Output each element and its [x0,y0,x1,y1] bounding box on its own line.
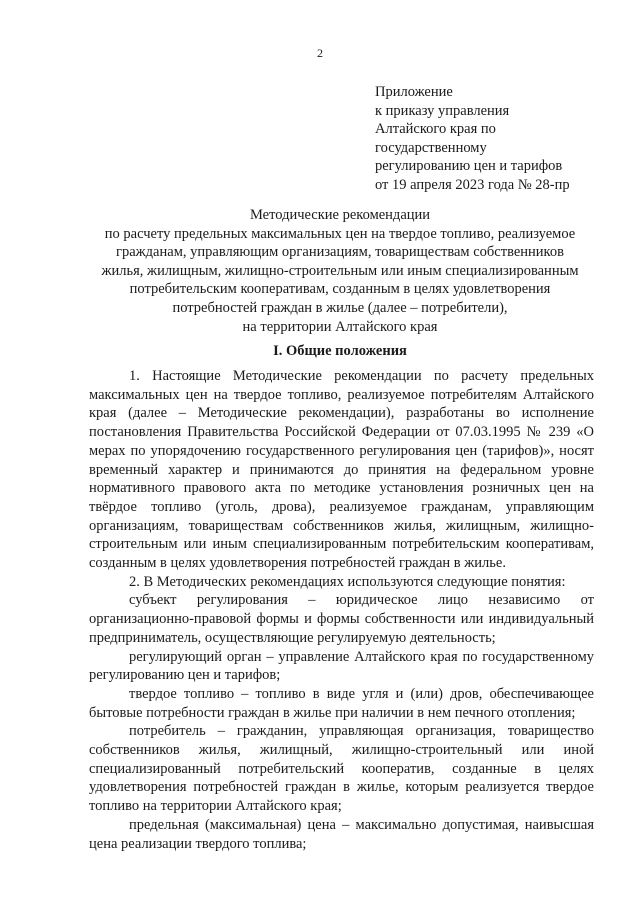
title-line: Методические рекомендации [249,207,431,223]
title-line: на территории Алтайского края [242,318,438,335]
paragraph: 1. Настоящие Методические рекомендации по расчету предельных максимальных цен на твердое топливо, реализуемое потребителям Алтайского края (далее – Методические рекомендации), разработаны во исполнение постановления Правительства Российской Федерации от 07.03.1995 № 239 «О мерах по упорядочению государственного регулирования цен (тарифов)», носят временный характер и принимаются до принятия на федеральном уровне нормативного правового акта по методике установления розничных цен на твёрдое топливо (уголь, дрова), реализуемое гражданам, управляющим организациям, товариществам собственников жилья, жилищным, жилищно-строительным или иным специализированным потребительским кооперативам, созданным в целях удовлетворения потребностей граждан в жилье. [89,368,594,572]
appendix-line: Алтайского края по [375,121,496,138]
title-line: жилья, жилищным, жилищно-строительным или иным специализированным [101,262,579,279]
appendix-line: государственному [375,139,487,156]
appendix-line: к приказу управления [375,102,510,119]
definition-paragraph: потребитель – гражданин, управляющая организация, товарищество собственников жилья, жилищный, жилищно-строительный или иной специализированный потребительский кооператив, созданные в целях удовлетворения потребностей граждан в жилье, которым реализуется твердое топливо на территории Алтайского края; [89,723,594,815]
page-number: 2 [317,46,323,60]
document-title [60,206,620,336]
definition-paragraph: субъект регулирования – юридическое лицо независимо от организационно-правовой формы и формы собственности или индивидуальный предприниматель, осуществляющие регулируемую деятельность; [89,592,594,646]
title-line: гражданам, управляющим организациям, товариществам собственников [116,244,564,261]
definition-paragraph: предельная (максимальная) цена – максимально допустимая, наивысшая цена реализации твердого топлива; [89,816,594,852]
paragraph: 2. В Методических рекомендациях используются следующие понятия: [129,573,566,590]
definition-paragraph: твердое топливо – топливо в виде угля и (или) дров, обеспечивающее бытовые потребности граждан в жилье при наличии в нем печного отопления; [89,685,594,721]
definition-paragraph: регулирующий орган – управление Алтайского края по государственному регулированию цен и тарифов; [89,648,594,684]
appendix-line: от 19 апреля 2023 года № 28-пр [375,176,570,193]
title-line: потребительским кооперативам, созданным в целях удовлетворения [129,281,551,298]
section-heading: I. Общие положения [273,343,407,359]
appendix-line: Приложение [375,84,453,100]
appendix-line: регулированию цен и тарифов [375,158,563,175]
title-line: по расчету предельных максимальных цен на твердое топливо, реализуемое [104,225,576,242]
title-line: потребностей граждан в жилье (далее – потребители), [172,299,508,316]
section-body [89,367,594,853]
appendix-block [375,83,570,195]
